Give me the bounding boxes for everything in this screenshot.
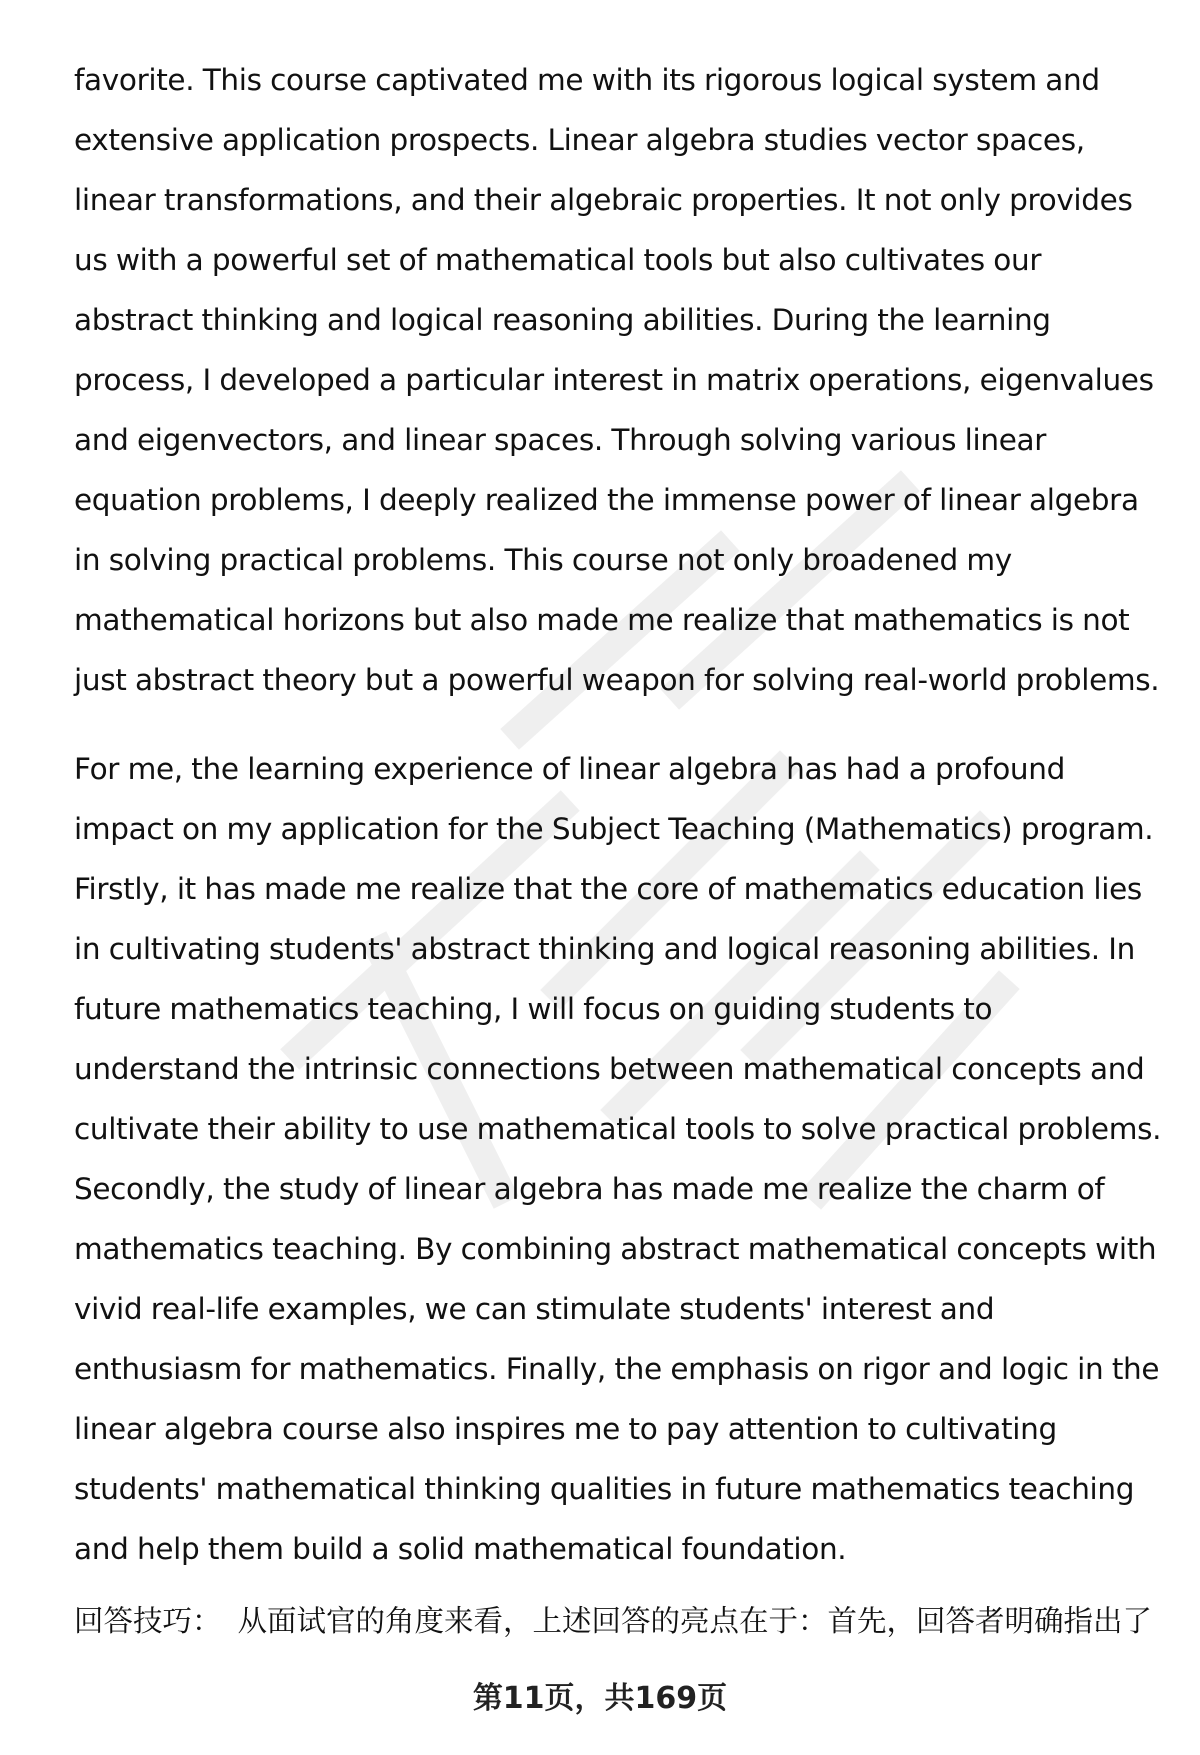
answer-tips [74, 1596, 1164, 1646]
page-number: 第11页，共169页 [472, 1681, 728, 1716]
paragraph-impact-on-application: For me, the learning experience of linear algebra has had a profound impact on my application for the Subject Teaching (Mathematics) program. Firstly, it has made me realize that the core of mathematics education lies in cultivating students' abstract thinking and logical reasoning abilities. In future mathematics teaching, I will focus on guiding students to understand the intrinsic connections between mathematical concepts and cultivate their ability to use mathematical tools to solve practical problems. Secondly, the study of linear algebra has made me realize the charm of mathematics teaching. By combining abstract mathematical concepts with vivid real-life examples, we can stimulate students' interest and enthusiasm for mathematics. Finally, the emphasis on rigor and logic in the linear algebra course also inspires me to pay attention to cultivating students' mathematical thinking qualities in future mathematics teaching and help them build a solid mathematical foundation. [74, 752, 1162, 1566]
answer-tips-label: 回答技巧： [74, 1604, 222, 1638]
main-content [74, 50, 1164, 1579]
paragraph-linear-algebra-interest: favorite. This course captivated me with its rigorous logical system and extensive application prospects. Linear algebra studies vector spaces, linear transformations, and their algebraic properties. It not only provides us with a powerful set of mathematical tools but also cultivates our abstract thinking and logical reasoning abilities. During the learning process, I developed a particular interest in matrix operations, eigenvalues and eigenvectors, and linear spaces. Through solving various linear equation problems, I deeply realized the immense power of linear algebra in solving practical problems. This course not only broadened my mathematical horizons but also made me realize that mathematics is not just abstract theory but a powerful weapon for solving real-world problems. [74, 63, 1160, 697]
answer-tips-text: 从面试官的角度来看，上述回答的亮点在于：首先，回答者明确指出了 [237, 1604, 1153, 1638]
